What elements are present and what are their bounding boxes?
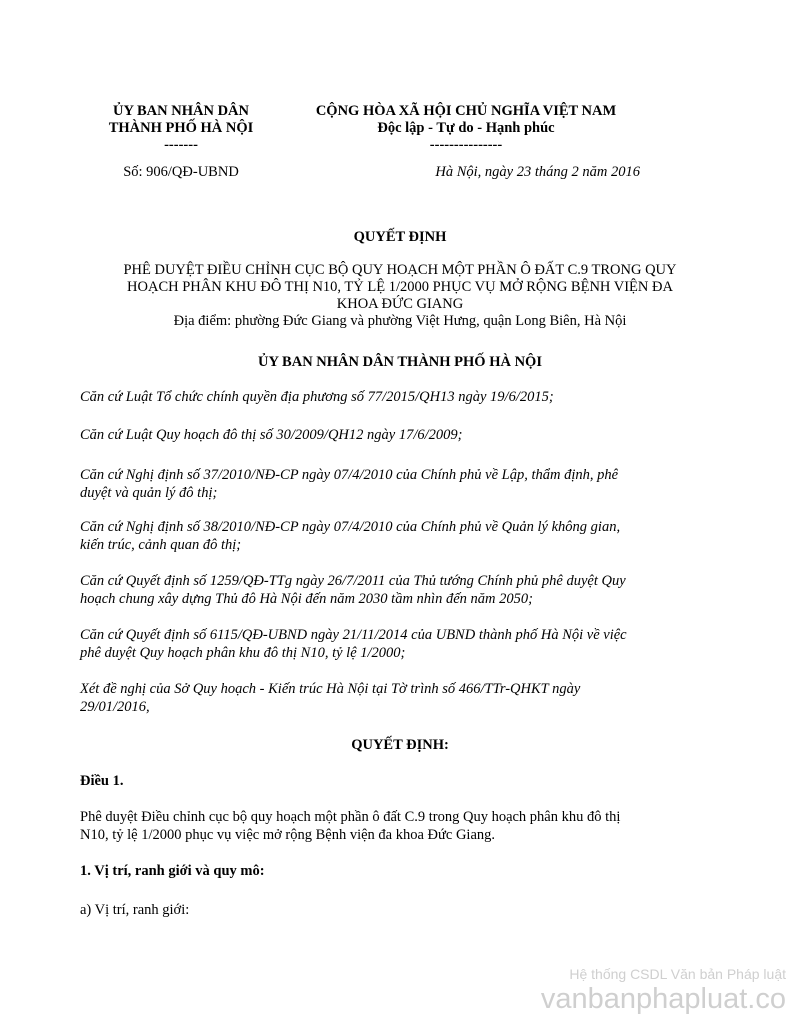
basis-item	[80, 626, 720, 662]
agency-dashes: -------	[164, 137, 198, 153]
basis-item	[80, 572, 720, 608]
section-1-heading: 1. Vị trí, ranh giới và quy mô:	[80, 863, 265, 879]
nation-block	[292, 103, 640, 154]
basis-item	[80, 426, 720, 444]
article-1-heading: Điều 1.	[80, 773, 124, 789]
basis-line: Căn cứ Nghị định số 37/2010/NĐ-CP ngày 07/4/2010 của Chính phủ về Lập, thẩm định, phê	[80, 467, 619, 483]
basis-line: phê duyệt Quy hoạch phân khu đô thị N10, tỷ lệ 1/2000;	[80, 645, 406, 661]
watermark-line-1: Hệ thống CSDL Văn bản Pháp luật	[569, 966, 786, 982]
nation-dashes: ---------------	[429, 137, 503, 153]
basis-item	[80, 518, 720, 554]
section-1a-heading: a) Vị trí, ranh giới:	[80, 902, 190, 918]
basis-line: 29/01/2016,	[80, 699, 150, 715]
basis-line: hoạch chung xây dựng Thủ đô Hà Nội đến năm 2030 tầm nhìn đến năm 2050;	[80, 591, 533, 607]
basis-line: Xét đề nghị của Sở Quy hoạch - Kiến trúc Hà Nội tại Tờ trình số 466/TTr-QHKT ngày	[80, 681, 581, 697]
article-1-text	[80, 808, 720, 844]
basis-item	[80, 680, 720, 716]
article-1-line: N10, tỷ lệ 1/2000 phục vụ việc mở rộng Bệnh viện đa khoa Đức Giang.	[80, 827, 495, 843]
watermark-site[interactable]: vanbanphapluat.co	[540, 983, 786, 1015]
subject-line-3: KHOA ĐỨC GIANG	[336, 296, 464, 312]
basis-line: Căn cứ Quyết định số 6115/QĐ-UBND ngày 21/11/2014 của UBND thành phố Hà Nội về việc	[80, 627, 627, 643]
issuer-heading: ỦY BAN NHÂN DÂN THÀNH PHỐ HÀ NỘI	[258, 354, 542, 370]
document-subject	[70, 262, 730, 330]
agency-name-line2: THÀNH PHỐ HÀ NỘI	[108, 120, 254, 136]
subject-line-2: HOẠCH PHÂN KHU ĐÔ THỊ N10, TỶ LỆ 1/2000 PHỤC VỤ MỞ RỘNG BỆNH VIỆN ĐA	[127, 279, 673, 295]
basis-line: Căn cứ Nghị định số 38/2010/NĐ-CP ngày 07/4/2010 của Chính phủ về Quản lý không gian,	[80, 519, 621, 535]
basis-item	[80, 388, 720, 406]
subject-line-1: PHÊ DUYỆT ĐIỀU CHỈNH CỤC BỘ QUY HOẠCH MỘT PHẦN Ô ĐẤT C.9 TRONG QUY	[123, 262, 677, 278]
nation-title: CỘNG HÒA XÃ HỘI CHỦ NGHĨA VIỆT NAM	[315, 103, 617, 119]
basis-line: Căn cứ Quyết định số 1259/QĐ-TTg ngày 26/7/2011 của Thủ tướng Chính phủ phê duyệt Quy	[80, 573, 626, 589]
article-1-line: Phê duyệt Điều chỉnh cục bộ quy hoạch một phần ô đất C.9 trong Quy hoạch phân khu đô thị	[80, 809, 621, 825]
basis-line: kiến trúc, cảnh quan đô thị;	[80, 537, 242, 553]
basis-line: duyệt và quản lý đô thị;	[80, 485, 218, 501]
basis-line: Căn cứ Luật Tổ chức chính quyền địa phương số 77/2015/QH13 ngày 19/6/2015;	[80, 389, 554, 405]
decision-heading: QUYẾT ĐỊNH:	[351, 737, 449, 753]
location-line: Địa điểm: phường Đức Giang và phường Việt Hưng, quận Long Biên, Hà Nội	[173, 313, 627, 329]
basis-line: Căn cứ Luật Quy hoạch đô thị số 30/2009/QH12 ngày 17/6/2009;	[80, 427, 463, 443]
date-place: Hà Nội, ngày 23 tháng 2 năm 2016	[435, 164, 640, 180]
basis-item	[80, 466, 720, 502]
nation-motto: Độc lập - Tự do - Hạnh phúc	[377, 120, 555, 136]
document-number: Số: 906/QĐ-UBND	[123, 164, 239, 180]
document-heading: QUYẾT ĐỊNH	[353, 229, 447, 245]
agency-block	[96, 103, 266, 154]
agency-name-line1: ỦY BAN NHÂN DÂN	[112, 103, 249, 119]
